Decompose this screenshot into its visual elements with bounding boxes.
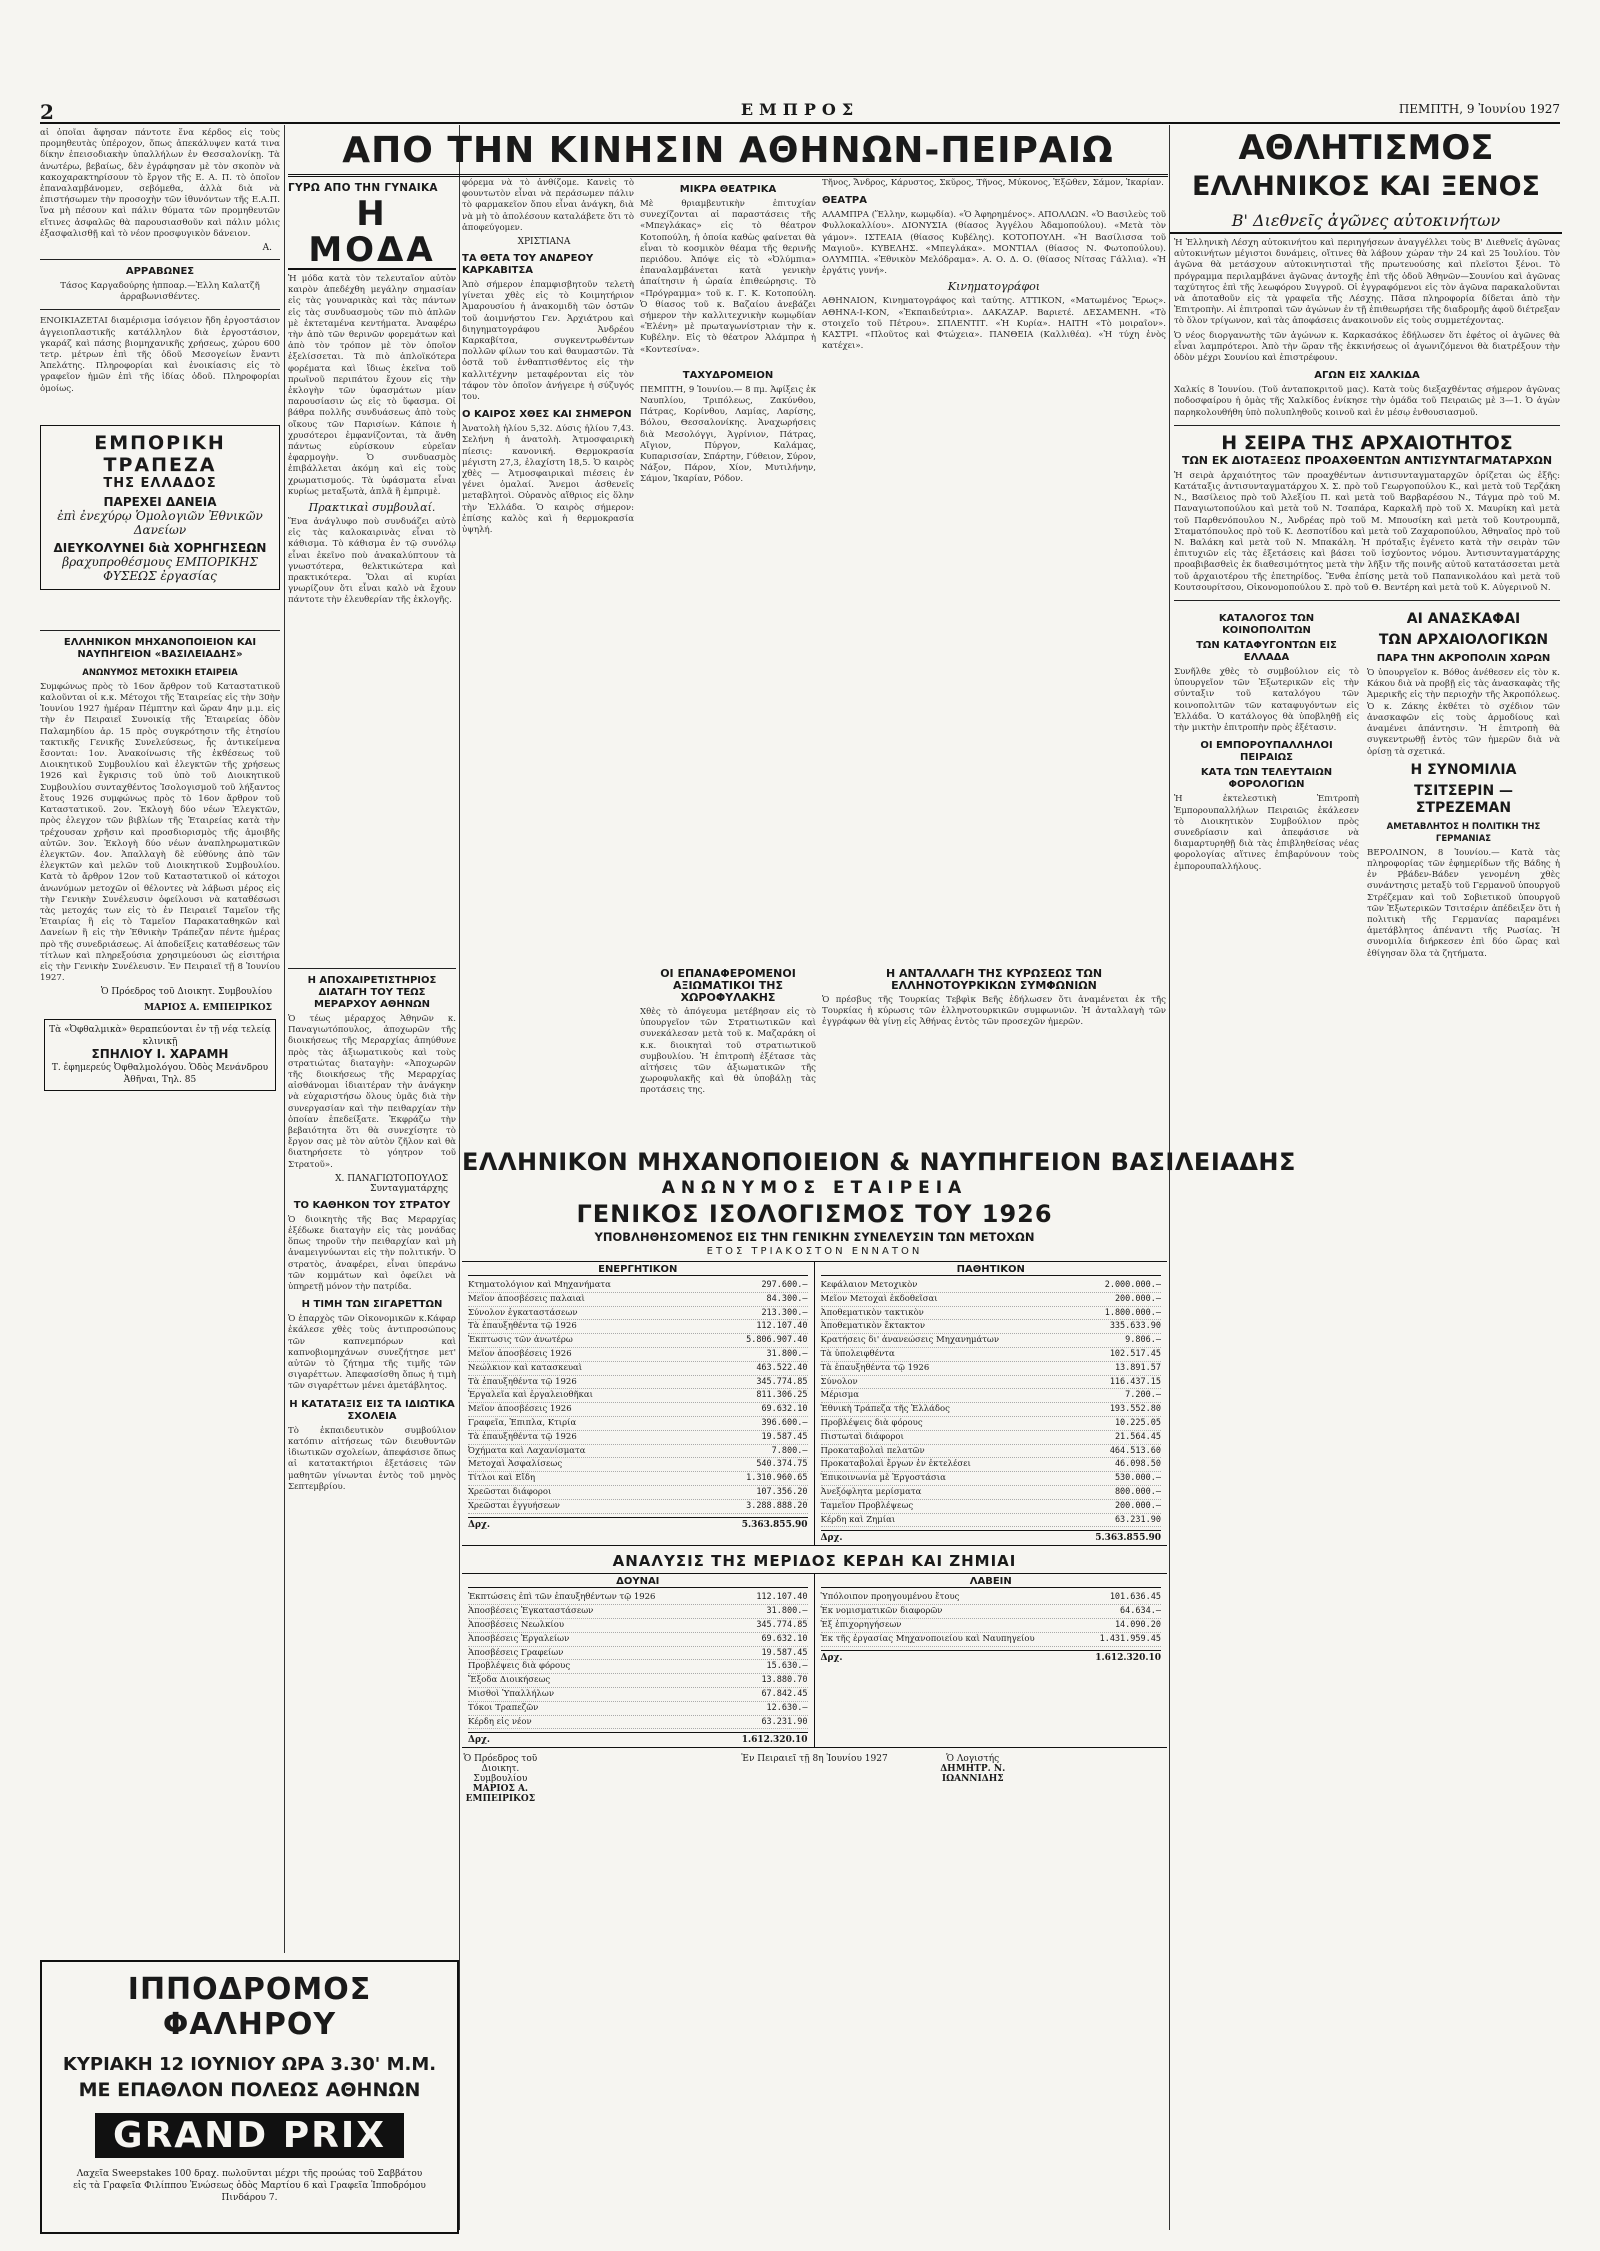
balance-line-label: Κεφάλαιον Μετοχικὸν: [820, 1280, 918, 1290]
bank-service-detail: βραχυπροθέσμους ΕΜΠΟΡΙΚΗΣ ΦΥΣΕΩΣ ἐργασίας: [62, 554, 258, 583]
balance-line-amount: 13.891.57: [1114, 1362, 1161, 1373]
balance-line-amount: 1.431.959.45: [1099, 1633, 1161, 1644]
balance-line-amount: 31.800.—: [766, 1348, 808, 1359]
balance-line-amount: 345.774.85: [756, 1619, 808, 1630]
shop-clerks-text: Ἡ ἐκτελεστικὴ Ἐπιτροπὴ Ἐμπορουπαλλήλων Πειραιῶς ἐκάλεσεν τὸ Διοικητικὸν Συμβούλιον πρὸς συνεδρίασιν καὶ ἀπεφάσισε νὰ διαμαρτυρηθῇ διὰ τὰς ἐπιβληθείσας νέας φορολογίας αἵτινες ἐπιβαρύνουν τοὺς ἐμπορουπαλλήλους.: [1174, 794, 1359, 872]
seniority-subheading: ΤΩΝ ΕΚ ΔΙΟΤΑΞΕΩΣ ΠΡΟΑΧΘΕΝΤΩΝ ΑΝΤΙΣΥΝΤΑΓΜΑΤΑΡΧΩΝ: [1181, 453, 1553, 467]
balance-line-amount: 1.310.960.65: [746, 1473, 808, 1484]
balance-line: [468, 1647, 808, 1661]
balance-line: [821, 1348, 1162, 1362]
page-number: 2: [40, 100, 54, 124]
balance-line: [468, 1376, 808, 1390]
chair-name: ΜΑΡΙΟΣ Α. ΕΜΠΕΙΡΙΚΟΣ: [465, 1784, 536, 1805]
karkavitsas-text: Ἀπὸ σήμερον ἐπαμφισβητοῦν τελετὴ γίνεται χθὲς εἰς τὸ Κοιμητήριον Ἀμαρουσίου ἡ ἀνακομιδὴ τῶν ὀστῶν τοῦ ἀοιμνήστου Γεν. Ἀρχιάτρου καὶ διηγηματογράφου Ἀνδρέου Καρκαβίτσα, συγκεντρωθέντων πολλῶν φίλων του καὶ θαυμαστῶν. Τὰ ὀστᾶ τοῦ ἐνθαπτισθέντος εἰς τὴν καλλιτέχνην μεταφέρονται εἰς τὸν τάφον τὸν ὁποῖον ἀνήγειρε ἡ σύζυγός του.: [462, 280, 634, 403]
column-1: [40, 128, 280, 1953]
balance-line-amount: 19.587.45: [761, 1431, 808, 1442]
divider: [1174, 600, 1560, 601]
clinic-name: ΣΠΗΛΙΟΥ Ι. ΧΑΡΑΜΗ: [91, 1047, 229, 1062]
clinic-ad-line: Τὰ «Ὀφθαλμικὰ» θεραπεύονται ἐν τῇ νέᾳ τελείᾳ κλινικῇ: [49, 1025, 271, 1048]
private-schools-text: Τὸ ἐκπαιδευτικὸν συμβούλιον κατόπιν αἰτήσεως τῶν διευθυντῶν ἰδιωτικῶν σχολείων, ἀπεφάσισε ὅπως αἱ κατατακτήριοι ἐξετάσεις τῶν μαθητῶν γίνωνται ἐντὸς τοῦ μηνὸς Σεπτεμβρίου.: [288, 1425, 456, 1492]
balance-line-amount: 200.000.—: [1114, 1500, 1161, 1511]
theatres-heading: ΘΕΑΤΡΑ: [822, 195, 867, 207]
balance-line: [821, 1431, 1162, 1445]
cinemas-listing: ΑΘΗΝΑΙΟΝ, Κινηματογράφος καὶ ταύτης. ΑΤΤΙΚΟΝ, «Ματωμένος Ἔρως». ΑΘΗΝΑ-Ι-ΚΟΝ, «Ἐκπαιδεύτρια». ΔΑΚΑΖΑΡ. Βαριετέ. ΔΕΣΑΜΕΝΗ. «Τὸ στοιχεῖο τοῦ Πέτρου». ΣΠΛΕΝΤΙΤ. «Ἡ Κυρία». ΗΑΙΤΗ «Τὸ μοιραῖον». ΚΑΣΤΡΙ. «Πλοῦτος καὶ Φτώχεια». ΠΑΝΘΕΙΑ (Καλλιθέα). «Ἡ τύχη ἐνὸς κατέχει».: [822, 296, 1166, 352]
shop-clerks-heading: ΟΙ ΕΜΠΟΡΟΥΠΑΛΛΗΛΟΙ ΠΕΙΡΑΙΩΣ: [1200, 740, 1333, 764]
balance-line-amount: 13.880.70: [761, 1675, 808, 1686]
bank-advertisement: [40, 425, 280, 590]
balance-line-label: Κέρδη εἰς νέον: [468, 1716, 532, 1727]
lower-right-columns: [1174, 607, 1560, 963]
balance-line-label: Σύνολον: [820, 1376, 858, 1387]
assets-column: [462, 1262, 815, 1545]
sport-headline-auto-races: Β' Διεθνεῖς ἀγῶνες αὐτοκινήτων: [1170, 210, 1562, 234]
balance-line-amount: 540.374.75: [756, 1459, 808, 1470]
farewell-order-heading: Η ΑΠΟΧΑΙΡΕΤΙΣΤΗΡΙΟΣ ΔΙΑΤΑΓΗ ΤΟΥ ΤΕΩΣ ΜΕΡΑΡΧΟΥ ΑΘΗΝΩΝ: [307, 975, 437, 1010]
balance-line: [821, 1591, 1162, 1605]
assets-total-amount: 5.363.855.90: [741, 1519, 808, 1530]
balance-line-label: Ἐξ ἐπιχορηγήσεων: [820, 1619, 902, 1630]
balance-sheet: [462, 1148, 1296, 2233]
ratification-heading: Η ΑΝΤΑΛΛΑΓΗ ΤΗΣ ΚΥΡΩΣΕΩΣ ΤΩΝ ΕΛΛΗΝΟΤΟΥΡΚΙΚΩΝ ΣΥΜΦΩΝΙΩΝ: [885, 967, 1103, 992]
column-2-lower: [288, 962, 456, 1952]
ratification-article: [822, 962, 1166, 1142]
balance-line-label: Κτηματολόγιον καὶ Μηχανήματα: [468, 1280, 611, 1290]
balance-line-amount: 15.630.—: [766, 1661, 808, 1672]
balance-line-amount: 2.000.000.—: [1104, 1280, 1161, 1290]
balance-line-amount: 530.000.—: [1114, 1473, 1161, 1484]
vasileiadis-notice-subheading: ΑΝΩΝΥΜΟΣ ΜΕΤΟΧΙΚΗ ΕΤΑΙΡΕΙΑ: [82, 667, 238, 678]
balance-line-label: Ἐκ νομισματικῶν διαφορῶν: [820, 1606, 943, 1617]
balance-line-amount: 69.632.10: [761, 1404, 808, 1415]
balance-line: [468, 1500, 808, 1514]
balance-title: ΓΕΝΙΚΟΣ ΙΣΟΛΟΓΙΣΜΟΣ ΤΟΥ 1926: [576, 1200, 1053, 1228]
balance-line-label: Τὰ ἐπαυξηθέντα τῷ 1926: [468, 1321, 577, 1332]
credit-total-amount: 1.612.320.10: [1095, 1652, 1161, 1663]
vasileiadis-notice-heading: ΕΛΛΗΝΙΚΟΝ ΜΗΧΑΝΟΠΟΙΕΙΟΝ ΚΑΙ ΝΑΥΠΗΓΕΙΟΝ «ΒΑΣΙΛΕΙΑΔΗΣ»: [63, 636, 257, 660]
balance-line-label: Τὰ ἐπαυξηθέντα τῷ 1926: [468, 1431, 577, 1442]
divider: [40, 630, 280, 631]
balance-line: [821, 1376, 1162, 1390]
post-office-text: ΠΕΜΠΤΗ, 9 Ἰουνίου.— 8 πμ. Ἀφίξεις ἐκ Ναυπλίου, Τριπόλεως, Ζακύνθου, Πάτρας, Κορίνθου, Λαμίας, Λαρίσης, Βόλου, Θεσσαλονίκης. Ἀναχωρήσεις διὰ Μεσολόγγι, Ἀγρίνιον, Πάτρας, Αἴγιον, Πύργον, Καλάμας, Κυπαρισσίαν, Σπάρτην, Γύθειον, Σύρον, Νάξον, Πάρον, Χίον, Μυτιλήνην, Σάμον, Ἰκαρίαν, Ρόδον.: [640, 384, 816, 485]
fashion-headline: Η ΜΟΔΑ: [288, 196, 456, 270]
section-banner-sport: ΑΘΛΗΤΙΣΜΟΣ: [1238, 128, 1494, 168]
balance-line: [468, 1688, 808, 1702]
balance-line-label: Τὰ ἐπαυξηθέντα τῷ 1926: [820, 1362, 930, 1373]
balance-line-label: Τόκοι Τραπεζῶν: [468, 1702, 539, 1713]
balance-line-amount: 464.513.60: [1109, 1445, 1161, 1456]
theatres-listing: ΑΛΑΜΠΡΑ (Ἕλλην, κωμῳδία). «Ὁ Ἀφηρημένος». ΑΠΟΛΛΩΝ. «Ὁ Βασιλεὺς τοῦ Φυλλοκαλλίου». ΔΙΟΝΥΣΙΑ (θίασος Ἀγγέλου Ἀδαμοπούλου). «Μετὰ τὸν γάμον». ΙΣΤΕΑΙΑ (θίασος Κυβέλης). ΚΟΤΟΠΟΥΛΗ. «Ἡ Βασίλισσα τοῦ Μαγιοῦ». ΚΥΒΕΛΗΣ. «Μπεγλάκα». ΜΟΝΤΙΑΛ (θίασος Ν. Φωτοπούλου). ΟΛΥΜΠΙΑ. «Ἐθνικὸν Μελόδραμα». Α. Ο. Δ. Ο. (θίασος Νίτσας Γάλλια). «Ἡ ἐργάτις γυνή».: [822, 210, 1166, 277]
farewell-order-signature: Χ. ΠΑΝΑΓΙΩΤΟΠΟΥΛΟΣ Συνταγματάρχης: [335, 1173, 448, 1194]
private-schools-heading: Η ΚΑΤΑΤΑΞΙΣ ΕΙΣ ΤΑ ΙΔΙΩΤΙΚΑ ΣΧΟΛΕΙΑ: [289, 1398, 455, 1422]
balance-line-amount: 193.552.80: [1109, 1404, 1161, 1415]
balance-line: [821, 1293, 1162, 1307]
lower-right-right: [1367, 607, 1560, 963]
army-duty-text: Ὁ διοικητὴς τῆς Βας Μεραρχίας ἐξέδωκε διαταγὴν εἰς τὰς μονάδας ὅπως τηροῦν τὴν πειθαρχίαν καὶ μὴ ἀναμειγνύωνται εἰς τὴν πολιτικήν. Ὁ στρατὸς, ἀναφέρει, εἶναι ὑπεράνω τῶν κομμάτων καὶ ὀφείλει νὰ ὑπηρετῇ μόνον τὴν πατρίδα.: [288, 1214, 456, 1293]
notice-signature-title: Ὁ Πρόεδρος τοῦ Διοικητ. Συμβουλίου: [100, 987, 272, 998]
weather-heading: Ο ΚΑΙΡΟΣ ΧΘΕΣ ΚΑΙ ΣΗΜΕΡΟΝ: [462, 409, 632, 421]
balance-line-amount: 200.000.—: [1114, 1293, 1161, 1304]
balance-line-amount: 63.231.90: [1114, 1514, 1161, 1525]
chair-title: Ὁ Πρόεδρος τοῦ Διοικητ. Συμβουλίου: [463, 1754, 538, 1785]
column-3: [462, 178, 634, 958]
theatre-news-heading: ΜΙΚΡΑ ΘΕΑΤΡΙΚΑ: [679, 184, 777, 195]
balance-line-amount: 12.630.—: [766, 1702, 808, 1713]
balance-line-amount: 64.634.—: [1120, 1606, 1161, 1617]
balance-line-label: Πιστωταὶ διάφοροι: [820, 1431, 904, 1442]
cigarette-price-text: Ὁ ἐπαρχὸς τῶν Οἰκονομικῶν κ.Κάφαρ ἐκάλεσε χθὲς τοὺς ἀντιπροσώπους τῶν καπνεμπόρων καὶ καπνοβιομηχάνων συνεζήτησε μετ' αὐτῶν τὸ ζήτημα τῆς τιμῆς τῶν σιγαρέττων. Ἀπεφασίσθη ὅπως ἡ τιμὴ τῶν σιγαρέττων μένει ἀμετάβλητος.: [288, 1314, 456, 1392]
liabilities-total-amount: 5.363.855.90: [1095, 1533, 1161, 1544]
balance-line: [821, 1389, 1162, 1403]
balance-chair-signature: [462, 1754, 695, 1804]
balance-line: [468, 1472, 808, 1486]
balance-line: [468, 1660, 808, 1674]
balance-line: [468, 1403, 808, 1417]
balance-line: [821, 1417, 1162, 1431]
clinic-address: Τ. ἐφημερεύς Ὀφθαλμολόγου. Ὁδὸς Μενάνδρου Ἀθῆναι, Τηλ. 85: [51, 1063, 269, 1086]
issue-date: ΠΕΜΠΤΗ, 9 Ἰουνίου 1927: [1398, 102, 1560, 116]
balance-line: [468, 1307, 808, 1321]
balance-line-label: Κέρδη καὶ Ζημίαι: [820, 1514, 896, 1525]
balance-line-label: Ἀποθεματικὸν τακτικὸν: [820, 1307, 924, 1318]
refugees-list-text: Συνῆλθε χθὲς τὸ συμβούλιον εἰς τὸ ὑπουργεῖον τῶν Ἐξωτερικῶν εἰς τὴν σύνταξιν τοῦ καταλόγου τῶν κοινοπολιτῶν τῶν καταφυγόντων εἰς Ἑλλάδα. Ὁ κατάλογος θὰ ὑποβληθῇ εἰς τὴν μικτὴν ἐπιτροπὴν πρὸς ἐξέτασιν.: [1174, 667, 1359, 734]
auto-races-text: Ἡ Ἑλληνικὴ Λέσχη αὐτοκινήτου καὶ περιηγήσεων ἀναγγέλλει τοὺς Β' Διεθνεῖς ἀγῶνας αὐτοκινήτων μέγιστοι δυνάμεις, οἵτινες θὰ λάβουν χώραν τὴν 24 καὶ 25 Ἰουλίου. Τὸν ἀγῶνα θὰ μετάσχουν αὐτοκινητισταὶ τῆς πρωτευούσης καὶ πλεῖστοι ξένοι. Τὸ πρόγραμμα περιλαμβάνει ἀγῶνας ἀντοχῆς ἐπὶ τῆς ὁδοῦ Ἀθηνῶν—Σουνίου καὶ ἀγῶνας ταχύτητος ἐπὶ τῆς λεωφόρου Συγγροῦ. Οἱ ἐγγραφόμενοι εἰς τὸν ἀγῶνα παρακαλοῦνται νὰ ἀποταθοῦν εἰς τὰ γραφεῖα τῆς Λέσχης. Πᾶσα πληροφορία δίδεται ἀπὸ τὴν Ἐπιτροπὴν. Αἱ ἐπιτροπαὶ τῶν ἀγώνων ἐν τῇ ἐπιθεωρήσει τῆς διαδρομῆς ἀφοῦ διέτρεξαν τὸ ὅλον τρίγωνον, καὶ τὰς ἀποφάσεις ἀνακοινοῦν εἰς τοὺς συμμετέχοντας.: [1174, 238, 1560, 327]
balance-line: [821, 1633, 1162, 1647]
balance-line-amount: 31.800.—: [766, 1606, 808, 1617]
credit-total: [821, 1650, 1162, 1663]
balance-line-label: Μεῖον ἀποσβέσεις παλαιαὶ: [468, 1293, 585, 1304]
column-2: [288, 178, 456, 958]
profit-loss-heading: ΑΝΑΛΥΣΙΣ ΤΗΣ ΜΕΡΙΔΟΣ ΚΕΡΔΗ ΚΑΙ ΖΗΜΙΑΙ: [612, 1552, 1017, 1571]
balance-line-amount: 5.806.907.40: [746, 1335, 808, 1346]
balance-line: [821, 1605, 1162, 1619]
balance-line-label: Προκαταβολαὶ ἔργων ἐν ἐκτελέσει: [820, 1459, 971, 1470]
column-divider: [459, 125, 460, 2230]
balance-line-label: Μισθοὶ Ὑπαλλήλων: [468, 1688, 555, 1699]
column-5: [822, 178, 1166, 958]
balance-line: [468, 1674, 808, 1688]
balance-line-amount: 46.098.50: [1114, 1459, 1161, 1470]
balance-line-label: Ὑπόλοιπον προηγουμένου ἔτους: [820, 1592, 960, 1603]
balance-line-amount: 84.300.—: [766, 1293, 808, 1304]
army-duty-heading: ΤΟ ΚΑΘΗΚΟΝ ΤΟΥ ΣΤΡΑΤΟΥ: [293, 1199, 451, 1211]
vasileiadis-notice-text: Συμφώνως πρὸς τὸ 16ον ἄρθρον τοῦ Καταστατικοῦ καλοῦνται οἱ κ.κ. Μέτοχοι τῆς Ἑταιρείας εἰς τὴν 30ὴν Ἰουνίου 1927 ἡμέραν Πέμπτην καὶ ὥραν 4ην μ.μ. εἰς τὴν ἐν Πειραιεῖ Συνοικίᾳ τῆς Ἑταιρείας ὁδὸν Παλαμηδίου ἀρ. 15 πρὸς συγκρότησιν τῆς ἐτησίου τακτικῆς Γενικῆς Συνελεύσεως, ἧς ἀντικείμενα ἔσονται: 1ον. Ἀνακοίνωσις τῆς ἐκθέσεως τοῦ Διοικητικοῦ Συμβουλίου καὶ ἐλεγκτῶν τῆς χρήσεως 1926 καὶ ἔγκρισις τοῦ ὑπὸ τοῦ Διοικητικοῦ Συμβουλίου συνταχθέντος Ἰσολογισμοῦ τοῦ λήξαντος ἔτους 1926 συμφώνως πρὸς τὸ 16ον ἄρθρον τοῦ Καταστατικοῦ. 2ον. Ἐκλογὴ δύο νέων Ἐλεγκτῶν, πρὸς ἐλεγχον τῶν βιβλίων τῆς Ἑταιρείας κατὰ τὴν τρέχουσαν χρῆσιν καὶ προσδιορισμὸς τῆς ἀμοιβῆς αὐτῶν. 3ον. Ἐκλογὴ δύο νέων ἀναπληρωματικῶν ἐλεγκτῶν. 4ον. Ἀπαλλαγὴ δὲ εὐθύνης ἀπὸ τῶν ἐλεγκτῶν καὶ μελῶν τοῦ Διοικητικοῦ Συμβουλίου. Κατὰ τὸ ἄρθρον 12ον τοῦ Καταστατικοῦ οἱ κάτοχοι ἀνωνύμων μετοχῶν οἱ θέλοντες νὰ λάβωσι μέρος εἰς τὴν Γενικὴν Συνέλευσιν ὀφείλουσι νὰ καταθέσωσι τὰς μετοχάς των εἰς τὸ ἐν Πειραιεῖ Ταμεῖον τῆς Ἑταιρίας ἢ εἰς τὸ Ταμεῖον Παρακαταθηκῶν καὶ Δανείων ἢ εἰς τὴν Ἐθνικὴν Τράπεζαν πέντε ἡμέρας πρὸ τῆς συνεδριάσεως. Αἱ ἀποδείξεις καταθέσεως τῶν τίτλων καὶ πληρεξούσια χρησιμεύουσι ὡς εἰσιτήρια εἰς τὴν Γενικὴν Συνέλευσιν. Ἐν Πειραιεῖ τῇ 8 Ἰουνίου 1927.: [40, 681, 280, 984]
divider: [288, 968, 456, 969]
section-banner-athens-piraeus: ΑΠΟ ΤΗΝ ΚΙΝΗΣΙΝ ΑΘΗΝΩΝ-ΠΕΙΡΑΙΩ: [288, 128, 1168, 177]
balance-line-amount: 800.000.—: [1114, 1486, 1161, 1497]
balance-line-amount: 14.090.20: [1114, 1619, 1161, 1630]
balance-line-amount: 3.288.888.20: [746, 1500, 808, 1511]
bank-country: ΤΗΣ ΕΛΛΑΔΟΣ: [103, 475, 217, 491]
balance-line-label: Κρατήσεις δι' ἀνανεώσεις Μηχανημάτων: [820, 1335, 1000, 1346]
balance-accountant-signature: [934, 1754, 1167, 1804]
fashion-text: Ἡ μόδα κατὰ τὸν τελευταῖον αὐτὸν καιρὸν ἀπεδέχθη μεγάλην σημασίαν εἰς τὰς γουναρικὰς καὶ τὰς πάντων εἰς τὰς συνδυασμοὺς τῶν πιὸ ἁπλῶν μὲ ἐκτεταμένα κεντήματα. Ἀναφέρω τὴν ἀπὸ τῶν θερινῶν φορεμάτων καὶ ἀπὸ τὸν τρόπον μὲ τὸν ὁποῖον ἐξελίσσεται. Τὰ πιὸ ἀπλοϊκότερα φορέματα καὶ ἴδιως ἐκεῖνα τοῦ πρωϊνοῦ περιπάτου ἔχουν εἰς τὴν ἐκλογὴν τῶν ὑφασμάτων μίαν παρουσίασιν ὡς εἰς τὸ ὕφασμα. Οἱ βάθρα πολλῆς συνδυάσεως ἀπὸ τοὺς οἴκους τῶν Παρισίων. Κάποιε ἡ χρυσότεροι ἐμφανίζονται, τὰ ἄνθη πάντως εὑρίσκουν εὐρεῖαν ἐφαρμογὴν. Ὁ συνδυασμὸς ἐπιβάλλεται ἀκόμη καὶ εἰς τοὺς χρωματισμούς. Τὰ ὑφάσματα εἶναι κυρίως μεταξωτὰ, ἁπλᾶ ἢ ἐμπριμὲ.: [288, 274, 456, 497]
balance-place-date: Ἐν Πειραιεῖ τῇ 8η Ἰουνίου 1927: [741, 1754, 888, 1765]
balance-line: [821, 1486, 1162, 1500]
article-text: φόρεμα νὰ τὸ ἀνθίζομε. Κανεὶς τὸ φουντωτὸν εἶναι νὰ περάσωμεν πάλιν τὸ φαρμακεῖον ὅπου εἶναι ἀνάγκη, διὰ νὰ μὴ τὸ ἀπολέσουν καταλάβετε ὅτι τὸ ἀποφεύγομεν.: [462, 178, 634, 233]
seniority-heading: Η ΣΕΙΡΑ ΤΗΣ ΑΡΧΑΙΟΤΗΤΟΣ: [1221, 431, 1513, 454]
assets-total: [468, 1517, 808, 1530]
balance-line-amount: 297.600.—: [761, 1280, 808, 1290]
refugees-list-heading: ΚΑΤΑΛΟΓΟΣ ΤΩΝ ΚΟΙΝΟΠΟΛΙΤΩΝ: [1218, 613, 1315, 637]
balance-line-amount: 7.800.—: [771, 1445, 808, 1456]
bank-offer: ΠΑΡΕΧΕΙ ΔΑΝΕΙΑ: [103, 494, 217, 509]
balance-line-label: Ἐθνικὴ Τράπεζα τῆς Ἑλλάδος: [820, 1404, 950, 1415]
theatre-news-text: Μὲ θριαμβευτικὴν ἐπιτυχίαν συνεχίζονται αἱ παραστάσεις τῆς «Μπεγλάκας» εἰς τὸ θέατρον Κοτοπούλη, ἡ ὁποία καθὼς φαίνεται θὰ εἶναι τὸ κοσμικὸν θέαμα τῆς θερινῆς περιόδου. Ἀπόψε εἰς τὸ «Ὀλύμπια» ἐπαναλαμβάνεται κατὰ γενικὴν ἀπαίτησιν ἡ ὠραία ἐπιθεώρησις. Τὸ «Πρόγραμμα» τοῦ κ. Γ. Κ. Κοτοπούλη. Ὁ θίασος τοῦ κ. Βαζαίου ἀνεβάζει σήμερον τὴν καλλιτεχνικὴν κωμῳδίαν «Ἑλένη» μὲ πρωταγωνίστριαν τὴν κ. Κυβέλην. Εἰς τὸ θέατρον Ἀλάμπρα ἡ «Κοντεσίνα».: [640, 199, 816, 355]
fashion-kicker: ΓΥΡΩ ΑΠΟ ΤΗΝ ΓΥΝΑΙΚΑ: [288, 182, 438, 194]
bank-name: ΕΜΠΟΡΙΚΗ ΤΡΑΠΕΖΑ: [94, 431, 226, 476]
balance-line-label: Νεώλκιον καὶ κατασκευαὶ: [468, 1362, 583, 1373]
column-divider: [1169, 125, 1170, 2230]
accountant-name: ΔΗΜΗΤΡ. Ν. ΙΩΑΝΝΙΔΗΣ: [940, 1764, 1006, 1785]
balance-line: [468, 1348, 808, 1362]
balance-line-amount: 102.517.45: [1109, 1348, 1161, 1359]
balance-line: [468, 1619, 808, 1633]
balance-line-label: Ἀποσβέσεις Γραφείων: [468, 1647, 564, 1658]
balance-subtitle: ΥΠΟΒΛΗΘΗΣΟΜΕΝΟΣ ΕΙΣ ΤΗΝ ΓΕΝΙΚΗΝ ΣΥΝΕΛΕΥΣΙΝ ΤΩΝ ΜΕΤΟΧΩΝ: [594, 1230, 1035, 1244]
balance-line-amount: 463.522.40: [756, 1362, 808, 1373]
balance-line: [821, 1472, 1162, 1486]
balance-line-label: Ἐργαλεῖα καὶ ἐργαλειοθῆκαι: [468, 1390, 593, 1401]
balance-line-label: Τίτλοι καὶ Εἴδη: [468, 1473, 536, 1484]
practical-tips-heading: Πρακτικαὶ συμβουλαί.: [308, 501, 436, 515]
balance-line: [468, 1431, 808, 1445]
debit-list: [468, 1591, 808, 1729]
balance-line: [821, 1307, 1162, 1321]
refugees-list-subheading: ΤΩΝ ΚΑΤΑΦΥΓΟΝΤΩΝ ΕΙΣ ΕΛΛΑΔΑ: [1196, 640, 1337, 664]
assets-list: [468, 1279, 808, 1514]
balance-line: [821, 1320, 1162, 1334]
balance-footer: [462, 1754, 1167, 1804]
balance-line-amount: 345.774.85: [756, 1376, 808, 1387]
balance-line: [468, 1445, 808, 1459]
balance-line: [821, 1403, 1162, 1417]
post-office-heading: ΤΑΧΥΔΡΟΜΕΙΟΝ: [682, 369, 774, 381]
talks-text: ΒΕΡΟΛΙΝΟΝ, 8 Ἰουνίου.— Κατὰ τὰς πληροφορίας τῶν ἐφημερίδων τῆς Βάδης ἡ ἐν Ρβάδεν-Βάδεν γενομένη χθὲς συνάντησις μεταξὺ τοῦ Γερμανοῦ ὑπουργοῦ Στρέζεμαν καὶ τοῦ Σοβιετικοῦ ὑπουργοῦ τῶν Ἐξωτερικῶν Τσιτσέριν ἀπέδειξεν ὅτι ἡ πολιτικὴ τῆς Γερμανίας παραμένει ἀμετάβλητος ἀπέναντι τῆς Ρωσίας. Ἡ συνομιλία διήρκεσεν ἐπὶ δύο ὥρας καὶ ἐθίγησαν ὅλα τὰ ζητήματα.: [1367, 847, 1560, 959]
credit-column: [815, 1574, 1168, 1747]
balance-year: ΕΤΟΣ ΤΡΙΑΚΟΣΤΟΝ ΕΝΝΑΤΟΝ: [706, 1246, 923, 1257]
balance-line-amount: 107.356.20: [756, 1486, 808, 1497]
balance-line-amount: 335.633.90: [1109, 1321, 1161, 1332]
balance-line-amount: 19.587.45: [761, 1647, 808, 1658]
balance-line-label: Ἀποθεματικὸν ἔκτακτον: [820, 1321, 926, 1332]
balance-line: [821, 1500, 1162, 1514]
balance-line-amount: 67.842.45: [761, 1688, 808, 1699]
balance-line-label: Ἐκ τῆς ἐργασίας Μηχανοποιείου καὶ Ναυπηγείου: [820, 1633, 1035, 1644]
article-signature: Α.: [262, 243, 272, 254]
excavations-subheading: ΠΑΡΑ ΤΗΝ ΑΚΡΟΠΟΛΙΝ ΧΩΡΩΝ: [1376, 653, 1551, 665]
balance-line-label: Μεῖον ἀποσβέσεις 1926: [468, 1348, 572, 1359]
sweepstakes-text: Λαχεῖα Sweepstakes 100 δραχ. πωλοῦνται μέχρι τῆς προώας τοῦ Σαββάτου εἰς τὰ Γραφεῖα Φιλίππου Ἐνώσεως ὁδὸς Μαρτίου 6 καὶ Γραφεῖα Ἱπποδρόμου Πινδάρου 7.: [73, 2169, 426, 2203]
race-date: ΚΥΡΙΑΚΗ 12 ΙΟΥΝΙΟΥ ΩΡΑ 3.30' Μ.Μ.: [62, 2054, 437, 2075]
balance-line: [468, 1633, 808, 1647]
balance-line-label: Ἔξοδα Διοικήσεως: [468, 1675, 551, 1686]
balance-line-label: Τὰ ἐπαυξηθέντα τῷ 1926: [468, 1376, 577, 1387]
divider: [1174, 425, 1560, 426]
balance-line-label: Προκαταβολαὶ πελατῶν: [820, 1445, 925, 1456]
balance-line-amount: 396.600.—: [761, 1417, 808, 1428]
profit-loss-table: [462, 1573, 1167, 1748]
credit-list: [821, 1591, 1162, 1646]
balance-line-label: Γραφεῖα, Ἐπιπλα, Κτιρία: [468, 1417, 577, 1428]
balance-line-label: Ἐκπτωσις τῶν ἀνωτέρω: [468, 1335, 573, 1346]
debit-total-label: Δρχ.: [468, 1735, 491, 1746]
clinic-advertisement: [44, 1019, 276, 1091]
talks-heading: Η ΣΥΝΟΜΙΛΙΑ: [1410, 761, 1517, 778]
talks-heading-2: ΤΣΙΤΣΕΡΙΝ — ΣΤΡΕΖΕΜΑΝ: [1413, 782, 1514, 816]
kalkis-match-text: Χαλκίς 8 Ἰουνίου. (Τοῦ ἀνταποκριτοῦ μας). Κατὰ τοὺς διεξαχθέντας σήμερον ἀγῶνας ποδοσφαίρου ἡ ὁμὰς τῆς Χαλκίδος ἐνίκησε τὴν ὁμάδα τοῦ Πειραιῶς μὲ 3—1. Ὁ ἀγὼν παρηκολουθήθη ὑπὸ πολυπληθοῦς κοινοῦ καὶ ἐν μέσῳ ἐνθουσιασμοῦ.: [1174, 385, 1560, 418]
balance-line-label: Ἀνεξόφλητα μερίσματα: [820, 1486, 922, 1497]
gendarmerie-heading: ΟΙ ΕΠΑΝΑΦΕΡΟΜΕΝΟΙ ΑΞΙΩΜΑΤΙΚΟΙ ΤΗΣ ΧΩΡΟΦΥΛΑΚΗΣ: [660, 967, 796, 1004]
balance-line: [821, 1334, 1162, 1348]
balance-line-label: Ἐκπτώσεις ἐπὶ τῶν ἐπαυξηθέντων τῷ 1926: [468, 1592, 656, 1603]
balance-line: [468, 1605, 808, 1619]
balance-line: [468, 1417, 808, 1431]
accountant-title: Ὁ Λογιστής: [946, 1754, 1000, 1765]
credit-heading: ΛΑΒΕΙΝ: [821, 1576, 1162, 1588]
notice-signature-name: ΜΑΡΙΟΣ Α. ΕΜΠΕΙΡΙΚΟΣ: [144, 1003, 272, 1014]
shop-clerks-subheading: ΚΑΤΑ ΤΩΝ ΤΕΛΕΥΤΑΙΩΝ ΦΟΡΟΛΟΓΙΩΝ: [1200, 767, 1333, 791]
balance-line-label: Χρεῶσται ἐγγυήσεων: [468, 1500, 560, 1511]
credit-total-label: Δρχ.: [820, 1652, 843, 1663]
balance-line: [821, 1458, 1162, 1472]
column-6: [1174, 238, 1560, 2233]
balance-line-amount: 9.806.—: [1125, 1335, 1161, 1346]
paper-title: ΕΜΠΡΟΣ: [740, 100, 860, 119]
kalkis-match-heading: ΑΓΩΝ ΕΙΣ ΧΑΛΚΙΔΑ: [1314, 370, 1420, 382]
gendarmerie-text: Χθὲς τὸ ἀπόγευμα μετέβησαν εἰς τὸ ὑπουργεῖον τῶν Στρατιωτικῶν καὶ συνεκάλεσαν μετὰ τοῦ κ. Μαζαράκη οἱ κ.κ. διοικηταὶ τοῦ στρατιωτικοῦ συμβουλίου. Ἡ ἐπιτροπὴ ἐξέτασε τὰς αἰτήσεις τῶν ἀξιωματικῶν τῆς χωροφυλακῆς καὶ θὰ ὑποβάλῃ τὰς προτάσεις της.: [640, 1007, 816, 1096]
balance-line-label: Τὰ ὑπολειφθέντα: [820, 1348, 895, 1359]
excavations-heading: ΑΙ ΑΝΑΣΚΑΦΑΙ: [1406, 611, 1521, 628]
ratification-text: Ὁ πρέσβυς τῆς Τουρκίας Τεβφὶκ Βεῆς ἐδήλωσεν ὅτι ἀναμένεται ἐκ τῆς Τουρκίας ἡ κύρωσις τῶν ἑλληνοτουρκικῶν συμφωνιῶν. Ἡ ἀνταλλαγὴ τῶν ἐγγράφων θὰ γίνῃ εἰς Ἀθήνας ἐντὸς τῶν προσεχῶν ἡμερῶν.: [822, 995, 1166, 1028]
debit-column: [462, 1574, 815, 1747]
balance-line: [468, 1334, 808, 1348]
balance-line: [468, 1362, 808, 1376]
balance-line-amount: 213.300.—: [761, 1307, 808, 1318]
balance-line-amount: 63.231.90: [761, 1716, 808, 1727]
auto-races-text-2: Ὁ νέος διοργανωτὴς τῶν ἀγώνων κ. Καρκασάκος ἐδήλωσεν ὅτι ἐφέτος οἱ ἀγῶνες θὰ εἶναι λαμπρότεροι. Ἀπὸ τὴν ὥραν τῆς ἐκκινήσεως οἱ ἀγωνιζόμενοι θὰ διατρέξουν τὴν ὁδὸν μέχρι Σουνίου καὶ ἐπιστρέφουν.: [1174, 330, 1560, 364]
balance-line-amount: 10.225.05: [1114, 1417, 1161, 1428]
divider: [40, 309, 280, 310]
liabilities-total: [821, 1530, 1162, 1543]
weather-text: Ἀνατολὴ ἡλίου 5,32. Δύσις ἡλίου 7,43. Σελήνη ἡ ἀνατολὴ. Ἀτμοσφαιρικὴ πίεσις: κανονική. Θερμοκρασία μέγιστη 27,3, ἐλαχίστη 18,5. Ὁ καιρὸς χθὲς — Ἀτμοσφαιρικαὶ πιέσεις ἐν γένει ὁμαλαί. Ἄνεμοι ἀσθενεῖς μεταβλητοὶ. Οὐρανὸς αἴθριος εἰς ὅλην τὴν Ἑλλάδα. Ὁ καιρὸς σήμερον: ἐπίσης καλὸς καὶ ἡ θερμοκρασία ὑψηλή.: [462, 424, 634, 536]
balance-line-amount: 112.107.40: [756, 1321, 808, 1332]
article-text: Τῆνος, Ἄνδρος, Κάρυστος, Σκῦρος, Τῆνος, Μύκονος, Ἐξῶθεν, Σάμον, Ἰκαρίαν.: [822, 178, 1164, 188]
balance-line: [821, 1445, 1162, 1459]
balance-line-label: Μεῖον Μετοχαὶ ἐκδοθεῖσαι: [820, 1293, 938, 1304]
balance-line-amount: 1.800.000.—: [1104, 1307, 1161, 1318]
balance-line-label: Ἀποσβέσεις Νεωλκίου: [468, 1619, 565, 1630]
excavations-heading-2: ΤΩΝ ΑΡΧΑΙΟΛΟΓΙΚΩΝ: [1378, 632, 1549, 649]
lower-right-left: [1174, 607, 1359, 963]
balance-line-label: Ταμεῖον Προβλέψεως: [820, 1500, 914, 1511]
debit-total: [468, 1732, 808, 1745]
balance-line-label: Μετοχαὶ Ἀσφαλίσεως: [468, 1459, 563, 1470]
cinemas-heading: Κινηματογράφοι: [947, 280, 1041, 294]
liabilities-heading: ΠΑΘΗΤΙΚΟΝ: [821, 1264, 1162, 1276]
excavations-text: Ὁ ὑπουργεῖον κ. Βόθος ἀνέθεσεν εἰς τὸν κ. Κάκου διὰ νὰ προβῇ εἰς τὰς ἀνασκαφὰς τῆς Ἀμερικῆς εἰς τὴν περιοχὴν τῆς Ἀκροπόλεως. Ὁ κ. Ζάκης ἐκθέτει τὸ σχέδιον τῶν ἀνασκαφῶν εἰς τοὺς ἀρμοδίους καὶ ἀναμένει ἀπάντησιν. Ἡ ἐπιτροπὴ θὰ συγκεντρωθῇ ἐντὸς τῶν ἡμερῶν διὰ νὰ ὁρίσῃ τὰ σχετικά.: [1367, 668, 1560, 757]
section-banner-sport-sub: ΕΛΛΗΝΙΚΟΣ ΚΑΙ ΞΕΝΟΣ: [1192, 171, 1540, 202]
assets-heading: ΕΝΕΡΓΗΤΙΚΟΝ: [468, 1264, 808, 1276]
balance-line-label: Προβλέψεις διὰ φόρους: [820, 1417, 923, 1428]
cigarette-price-heading: Η ΤΙΜΗ ΤΩΝ ΣΙΓΑΡΕΤΤΩΝ: [301, 1299, 443, 1311]
column-4: [640, 178, 816, 958]
grand-prix-label: GRAND PRIX: [95, 2113, 404, 2158]
balance-line-label: Ὀχήματα καὶ Λαχανίσματα: [468, 1445, 586, 1456]
seniority-text: Ἡ σειρὰ ἀρχαιότητος τῶν προαχθέντων ἀντισυνταγματαρχῶν ὁρίζεται ὡς ἑξῆς: Κατάταξις ἀντισυνταγματάρχου Χ. Σ. πρὸ τοῦ Γεωργοπούλου Κ., καὶ μετὰ τοῦ Τερζάκη Ν., Βασίλειος πρὸ τοῦ Ἀλεξίου Π. καὶ μετὰ τοῦ Βαρβαρέσου Ν., Τάγμα πρὸ τοῦ Μ. Παναγιωτοπούλου καὶ μετὰ τοῦ Ν. Τσαπάρα, Καρκαλῆ πρὸ τοῦ Χ. Μαυρίκη καὶ μετὰ τοῦ Παρθενόπουλου Ν., Ἀνδρέας πρὸ τοῦ Μ. Μπουσίκη καὶ μετὰ τοῦ Κουτρουμπᾶ, Σταματόπουλος πρὸ τοῦ Κ. Δεσποτίδου καὶ μετὰ τοῦ Ζαχαροπούλου, Ἀθηναῖος πρὸ τοῦ Ν. Βαλάκη καὶ μετὰ τοῦ Ν. Μπακάλη. Ἡ πρόταξις ἐγένετο κατὰ τὴν σειρὰν τῶν ἐπιτυχιῶν εἰς τὰς ἐξετάσεις καὶ βάσει τοῦ ἰσχύοντος νόμου. Ἀντισυνταγματάρχης προαβιβασθεὶς ἐκ διαθεσιμότητος μετὰ τὴν λῆξιν τῆς ποινῆς αὐτοῦ κατατάσσεται μετὰ τοῦ ἀρχαιοτέρου τῆς ἐπετηρίδος. Ἔνθα ἐπίσης μετὰ τοῦ Παπανικολάου καὶ μετὰ τοῦ Κουτσουρίτσου, Οἰκονομοπούλου Σ. πρὸ τοῦ Θ. Βεντέρη καὶ μετὰ τοῦ Κ. Αὐγερινοῦ Ν.: [1174, 470, 1560, 593]
balance-line-label: Μεῖον ἀποσβέσεις 1926: [468, 1404, 572, 1415]
balance-company-type: ΑΝΩΝΥΜΟΣ ΕΤΑΙΡΕΙΑ: [661, 1178, 968, 1198]
liabilities-column: [815, 1262, 1168, 1545]
balance-company: ΕΛΛΗΝΙΚΟΝ ΜΗΧΑΝΟΠΟΙΕΙΟΝ & ΝΑΥΠΗΓΕΙΟΝ ΒΑΣΙΛΕΙΑΔΗΣ: [462, 1148, 1296, 1176]
gendarmerie-article: [640, 962, 816, 1142]
balance-line-amount: 811.306.25: [756, 1390, 808, 1401]
balance-line-amount: 112.107.40: [756, 1592, 808, 1603]
balance-line-label: Ἀποσβέσεις Ἐγκαταστάσεων: [468, 1606, 594, 1617]
karkavitsas-heading: ΤΑ ΘΕΤΑ ΤΟΥ ΑΝΔΡΕΟΥ ΚΑΡΚΑΒΙΤΣΑ: [462, 253, 594, 277]
classified-ad: ΕΝΟΙΚΙΑΖΕΤΑΙ διαμέρισμα ἰσόγειον ἤδη ἐργοστάσιον ἀγγειοπλαστικῆς κατάλληλον διὰ ἐργοστάσιον, γκαράζ καὶ πάσης βιομηχανικῆς χρήσεως, χώρου 600 τετρ. μέτρων ἐπὶ τῆς ὁδοῦ Μεσογείων ἔναντι Ἀπελάτης. Πληροφορίαι καὶ ἐνοικίασις εἰς τὸ γραφεῖον ἡμῶν ἐπὶ τῆς ἰδίας ὁδοῦ. Πληροφορίαι ὁμοίως.: [40, 316, 280, 394]
divider: [40, 259, 280, 260]
balance-line: [468, 1458, 808, 1472]
balance-line-label: Σύνολον ἐγκαταστάσεων: [468, 1307, 578, 1318]
balance-line: [821, 1514, 1162, 1528]
balance-table: [462, 1261, 1167, 1546]
hippodrome-advertisement: [40, 1960, 459, 2234]
balance-line-amount: 101.636.45: [1109, 1592, 1161, 1603]
debit-heading: ΔΟΥΝΑΙ: [468, 1576, 808, 1588]
practical-tips-text: Ἕνα ἀνάγλυφο ποὺ συνδυάζει αὐτὸ εἰς τὰς καλοκαιρινὰς εἶναι τὸ κάθισμα. Τὸ κάθισμα ἐν τῷ συνόλῳ εἶναι ἐκεῖνο ποὺ ἀνακαλύπτουν τὰ γνωστότερα, θελκτικώτερα καὶ πρακτικότερα. Ὅλαι αἱ κυρίαι γνωρίζουν ὅτι εἶναι καλὸ νὰ ἔχουν πάντοτε τὴν ἐλευθερίαν τῆς ἐκλογῆς.: [288, 517, 456, 606]
balance-line: [468, 1279, 808, 1293]
balance-line: [468, 1320, 808, 1334]
race-prize: ΜΕ ΕΠΑΘΛΟΝ ΠΟΛΕΩΣ ΑΘΗΝΩΝ: [78, 2079, 421, 2101]
column-divider: [284, 125, 285, 1953]
balance-line-amount: 7.200.—: [1125, 1390, 1161, 1401]
liabilities-list: [821, 1279, 1162, 1527]
balance-line-label: Μέρισμα: [820, 1390, 860, 1401]
balance-line-label: Προβλέψεις διὰ φόρους: [468, 1661, 571, 1672]
bank-offer-detail: ἐπὶ ἐνεχύρῳ Ὁμολογιῶν Ἐθνικῶν Δανείων: [57, 508, 263, 537]
article-text: αἱ ὁποῖαι ἄφησαν πάντοτε ἕνα κέρδος εἰς τοὺς προμηθευτὰς ὑπέροχον, ὅπως ἀπεκάλυψεν κατά τινα δίκην ἐπεισοδιακὴν ὑπαλλήλων ἐν Θεσσαλονίκῃ. Τὰ ἀνωτέρω, βεβαίως, δὲν ἐγράφησαν μὲ τὸν σκοπὸν νὰ κακοχαρακτηρίσουν τὸ ἔργον τῆς Ε. Α. Π. τὸ ὁποῖον ἐπαναλαμβάνομεν, σεβόμεθα, ἀλλὰ διὰ νὰ ἐπιστήσωμεν τὴν προσοχὴν τῶν ἰθυνόντων τῆς Ε.Α.Π. ἵνα μὴ πέσουν καὶ πάλιν θύματα τῶν προμηθευτῶν εἴτινες ἀσφαλῶς θὰ παρουσιασθοῦν καὶ πάλιν μόλις ἐξασφαλισθῇ καὶ τὸ νέον προσφυγικὸν δάνειον.: [40, 128, 280, 239]
balance-line: [821, 1279, 1162, 1293]
balance-line-label: Ἀποσβέσεις Ἐργαλείων: [468, 1633, 570, 1644]
balance-line: [821, 1362, 1162, 1376]
balance-line-amount: 21.564.45: [1114, 1431, 1161, 1442]
balance-line-amount: 116.437.15: [1109, 1376, 1161, 1387]
liabilities-total-label: Δρχ.: [820, 1533, 843, 1544]
hippodrome-title: ΙΠΠΟΔΡΟΜΟΣ ΦΑΛΗΡΟΥ: [127, 1972, 372, 2042]
balance-line-label: Χρεῶσται διάφοροι: [468, 1486, 552, 1497]
masthead: [40, 100, 1560, 124]
article-signature: ΧΡΙΣΤΙΑΝΑ: [517, 237, 571, 248]
balance-line: [821, 1619, 1162, 1633]
talks-subheading: ΑΜΕΤΑΒΛΗΤΟΣ Η ΠΟΛΙΤΙΚΗ ΤΗΣ ΓΕΡΜΑΝΙΑΣ: [1386, 821, 1541, 844]
balance-line: [468, 1716, 808, 1730]
bank-service: ΔΙΕΥΚΟΛΥΝΕΙ διὰ ΧΟΡΗΓΗΣΕΩΝ: [53, 540, 267, 555]
balance-line: [468, 1389, 808, 1403]
balance-line: [468, 1293, 808, 1307]
debit-total-amount: 1.612.320.10: [741, 1735, 808, 1746]
balance-line: [468, 1591, 808, 1605]
balance-line: [468, 1486, 808, 1500]
balance-line: [468, 1702, 808, 1716]
arravones-heading: ΑΡΡΑΒΩΝΕΣ: [125, 266, 195, 278]
farewell-order-text: Ὁ τέως μέραρχος Ἀθηνῶν κ. Παναγιωτόπουλος, ἀποχωρῶν τῆς διοικήσεως τῆς Μεραρχίας ἀπηύθυνε πρὸς τὰς ἀξιωματικοὺς καὶ τοὺς στρατιώτας διαταγὴν: «Ἀποχωρῶν τῆς διοικήσεως τῆς Μεραρχίας αἰσθάνομαι ἰδιαιτέραν τὴν ἀνάγκην νὰ εὐχαριστήσω ὅλους ὑμᾶς διὰ τὴν συνεργασίαν καὶ τὴν πειθαρχίαν τὴν ὁποίαν ἐπεδείξατε. Ἐκφράζω τὴν βεβαιότητα ὅτι θὰ συνεχίσητε τὸ ἔργον σας μὲ τὸν αὐτὸν ζῆλον καὶ θὰ διατηρήσετε τὸ γόητρον τοῦ Στρατοῦ».: [288, 1014, 456, 1170]
assets-total-label: Δρχ.: [468, 1519, 491, 1530]
balance-line-label: Ἐπικοινωνία μὲ Ἐργοστάσια: [820, 1473, 946, 1484]
arravones-text: Τάσος Καργαδούρης ἠπποαρ.—Ἑλλη Καλατζῆ ἀρραβωνισθέντες.: [60, 281, 260, 303]
balance-line-amount: 69.632.10: [761, 1633, 808, 1644]
